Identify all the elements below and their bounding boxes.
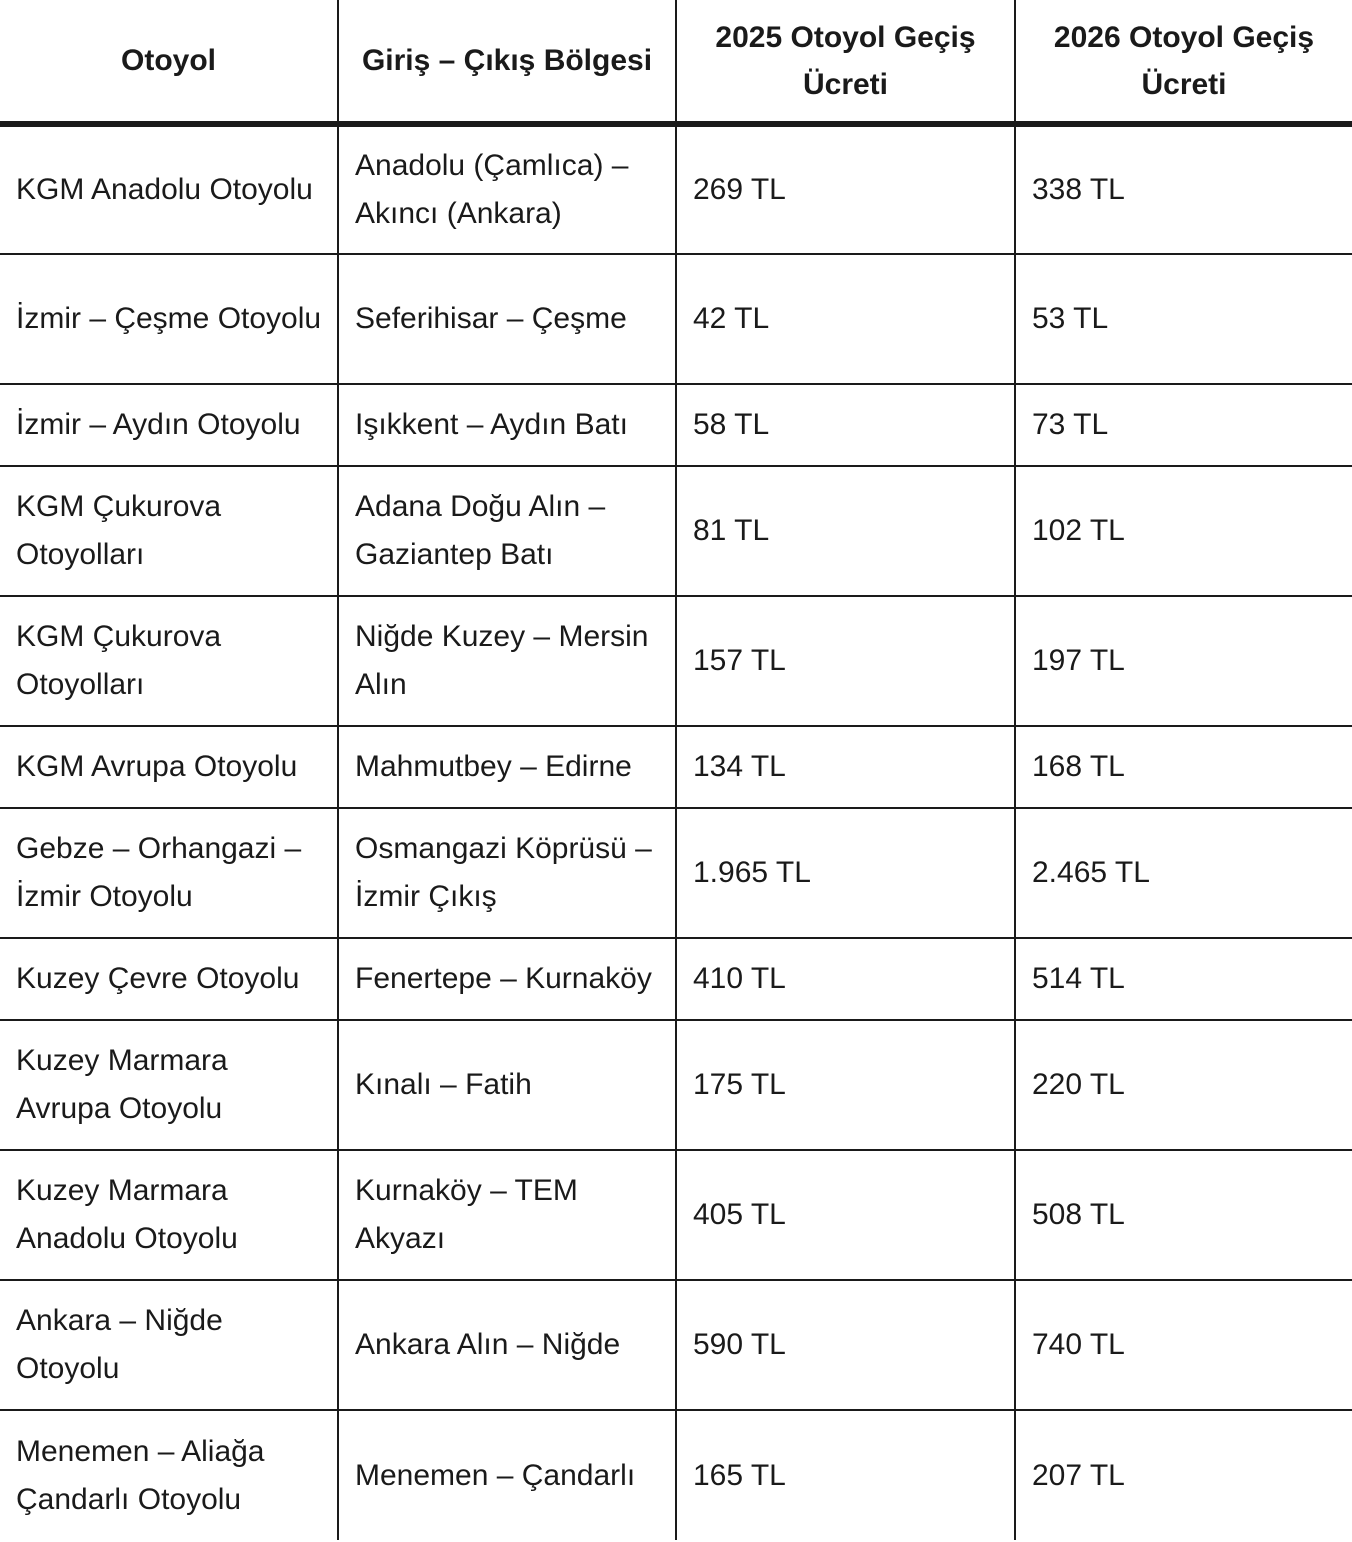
cell-fee-2026: 514 TL xyxy=(1015,938,1352,1020)
header-2025-fee: 2025 Otoyol Geçiş Ücreti xyxy=(676,0,1015,124)
cell-fee-2026: 207 TL xyxy=(1015,1410,1352,1540)
table-body xyxy=(0,124,1352,1540)
cell-giris-cikis: Niğde Kuzey – Mersin Alın xyxy=(338,596,676,726)
table-row xyxy=(0,808,1352,938)
table-row xyxy=(0,124,1352,254)
header-otoyol: Otoyol xyxy=(0,0,338,124)
cell-otoyol: KGM Avrupa Otoyolu xyxy=(0,726,338,808)
cell-fee-2025: 165 TL xyxy=(676,1410,1015,1540)
cell-otoyol: Ankara – Niğde Otoyolu xyxy=(0,1280,338,1410)
cell-giris-cikis: Seferihisar – Çeşme xyxy=(338,254,676,384)
cell-fee-2025: 175 TL xyxy=(676,1020,1015,1150)
cell-fee-2026: 740 TL xyxy=(1015,1280,1352,1410)
cell-giris-cikis: Menemen – Çandarlı xyxy=(338,1410,676,1540)
cell-fee-2026: 197 TL xyxy=(1015,596,1352,726)
cell-fee-2025: 1.965 TL xyxy=(676,808,1015,938)
cell-fee-2026: 220 TL xyxy=(1015,1020,1352,1150)
table-row xyxy=(0,1280,1352,1410)
cell-fee-2026: 73 TL xyxy=(1015,384,1352,466)
table-row xyxy=(0,254,1352,384)
header-2026-fee: 2026 Otoyol Geçiş Ücreti xyxy=(1015,0,1352,124)
table-row xyxy=(0,384,1352,466)
table-header xyxy=(0,0,1352,124)
cell-fee-2025: 590 TL xyxy=(676,1280,1015,1410)
cell-otoyol: Gebze – Orhangazi – İzmir Otoyolu xyxy=(0,808,338,938)
table-row xyxy=(0,726,1352,808)
cell-otoyol: İzmir – Aydın Otoyolu xyxy=(0,384,338,466)
cell-giris-cikis: Işıkkent – Aydın Batı xyxy=(338,384,676,466)
cell-giris-cikis: Kınalı – Fatih xyxy=(338,1020,676,1150)
cell-giris-cikis: Kurnaköy – TEM Akyazı xyxy=(338,1150,676,1280)
table-row xyxy=(0,1020,1352,1150)
cell-otoyol: Kuzey Çevre Otoyolu xyxy=(0,938,338,1020)
cell-fee-2025: 269 TL xyxy=(676,124,1015,254)
table-row xyxy=(0,938,1352,1020)
cell-otoyol: İzmir – Çeşme Otoyolu xyxy=(0,254,338,384)
cell-fee-2026: 508 TL xyxy=(1015,1150,1352,1280)
table-row xyxy=(0,1410,1352,1540)
cell-giris-cikis: Ankara Alın – Niğde xyxy=(338,1280,676,1410)
header-giris-cikis: Giriş – Çıkış Bölgesi xyxy=(338,0,676,124)
cell-fee-2026: 102 TL xyxy=(1015,466,1352,596)
cell-fee-2025: 410 TL xyxy=(676,938,1015,1020)
cell-fee-2025: 42 TL xyxy=(676,254,1015,384)
cell-giris-cikis: Mahmutbey – Edirne xyxy=(338,726,676,808)
header-row xyxy=(0,0,1352,124)
cell-fee-2025: 157 TL xyxy=(676,596,1015,726)
cell-fee-2025: 81 TL xyxy=(676,466,1015,596)
cell-otoyol: Kuzey Marmara Anadolu Otoyolu xyxy=(0,1150,338,1280)
cell-giris-cikis: Fenertepe – Kurnaköy xyxy=(338,938,676,1020)
cell-giris-cikis: Osmangazi Köprüsü – İzmir Çıkış xyxy=(338,808,676,938)
cell-otoyol: KGM Çukurova Otoyolları xyxy=(0,596,338,726)
cell-fee-2026: 168 TL xyxy=(1015,726,1352,808)
cell-otoyol: KGM Çukurova Otoyolları xyxy=(0,466,338,596)
cell-otoyol: KGM Anadolu Otoyolu xyxy=(0,124,338,254)
cell-fee-2025: 58 TL xyxy=(676,384,1015,466)
table-row xyxy=(0,596,1352,726)
cell-fee-2026: 53 TL xyxy=(1015,254,1352,384)
cell-fee-2025: 405 TL xyxy=(676,1150,1015,1280)
cell-giris-cikis: Anadolu (Çamlıca) – Akıncı (Ankara) xyxy=(338,124,676,254)
cell-giris-cikis: Adana Doğu Alın – Gaziantep Batı xyxy=(338,466,676,596)
cell-otoyol: Kuzey Marmara Avrupa Otoyolu xyxy=(0,1020,338,1150)
table-row xyxy=(0,466,1352,596)
table-row xyxy=(0,1150,1352,1280)
cell-fee-2025: 134 TL xyxy=(676,726,1015,808)
cell-fee-2026: 2.465 TL xyxy=(1015,808,1352,938)
cell-otoyol: Menemen – Aliağa Çandarlı Otoyolu xyxy=(16,1434,265,1516)
cell-fee-2026: 338 TL xyxy=(1015,124,1352,254)
